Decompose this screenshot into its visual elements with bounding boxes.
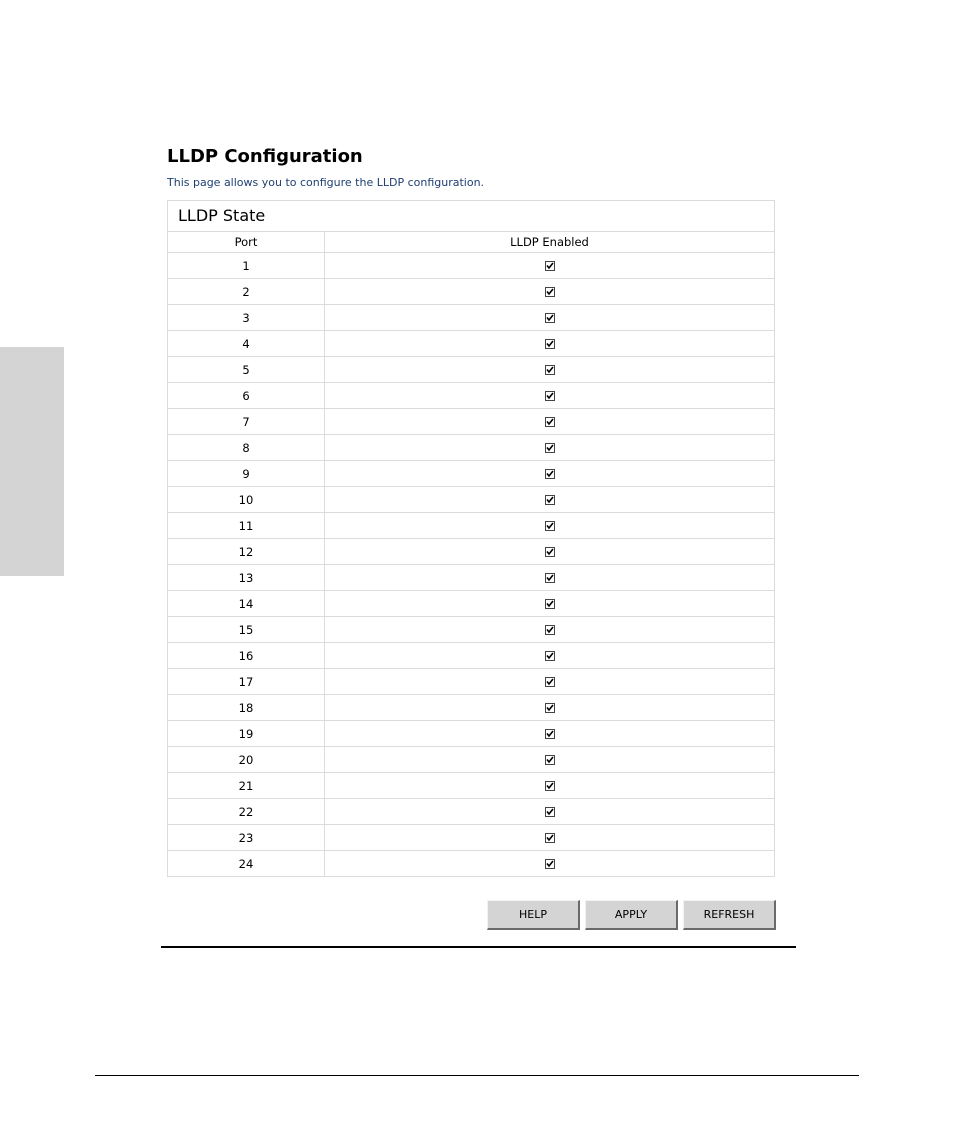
checkmark-icon — [546, 392, 554, 400]
table-row — [168, 331, 774, 357]
lldp-enabled-checkbox[interactable] — [545, 547, 555, 557]
table-row — [168, 409, 774, 435]
table-row — [168, 539, 774, 565]
lldp-enabled-checkbox[interactable] — [545, 625, 555, 635]
checkmark-icon — [546, 600, 554, 608]
checkmark-icon — [546, 288, 554, 296]
apply-button[interactable]: APPLY — [585, 900, 678, 930]
column-header-port: Port — [168, 232, 325, 253]
port-number: 13 — [168, 565, 325, 591]
lldp-enabled-cell — [325, 591, 775, 617]
lldp-enabled-checkbox[interactable] — [545, 599, 555, 609]
table-row — [168, 721, 774, 747]
port-number: 1 — [168, 253, 325, 279]
table-row — [168, 383, 774, 409]
port-number: 10 — [168, 487, 325, 513]
lldp-enabled-checkbox[interactable] — [545, 781, 555, 791]
lldp-enabled-checkbox[interactable] — [545, 521, 555, 531]
port-number: 19 — [168, 721, 325, 747]
lldp-enabled-checkbox[interactable] — [545, 261, 555, 271]
table-row — [168, 799, 774, 825]
lldp-enabled-cell — [325, 799, 775, 825]
lldp-enabled-cell — [325, 435, 775, 461]
lldp-enabled-checkbox[interactable] — [545, 651, 555, 661]
port-number: 3 — [168, 305, 325, 331]
checkmark-icon — [546, 704, 554, 712]
port-number: 4 — [168, 331, 325, 357]
port-number: 5 — [168, 357, 325, 383]
checkmark-icon — [546, 418, 554, 426]
table-row — [168, 305, 774, 331]
lldp-enabled-cell — [325, 695, 775, 721]
lldp-enabled-checkbox[interactable] — [545, 287, 555, 297]
lldp-enabled-cell — [325, 331, 775, 357]
lldp-enabled-checkbox[interactable] — [545, 469, 555, 479]
checkmark-icon — [546, 314, 554, 322]
port-number: 7 — [168, 409, 325, 435]
checkmark-icon — [546, 262, 554, 270]
table-row — [168, 747, 774, 773]
lldp-enabled-cell — [325, 279, 775, 305]
port-number: 12 — [168, 539, 325, 565]
port-number: 8 — [168, 435, 325, 461]
table-row — [168, 591, 774, 617]
lldp-enabled-cell — [325, 773, 775, 799]
checkmark-icon — [546, 496, 554, 504]
button-row — [487, 900, 776, 930]
lldp-enabled-cell — [325, 305, 775, 331]
section-divider — [161, 946, 796, 948]
table-row — [168, 461, 774, 487]
table-row — [168, 435, 774, 461]
lldp-enabled-cell — [325, 851, 775, 877]
port-number: 16 — [168, 643, 325, 669]
checkmark-icon — [546, 522, 554, 530]
lldp-enabled-cell — [325, 253, 775, 279]
lldp-port-table — [168, 232, 774, 876]
table-row — [168, 357, 774, 383]
checkmark-icon — [546, 574, 554, 582]
checkmark-icon — [546, 860, 554, 868]
lldp-enabled-checkbox[interactable] — [545, 573, 555, 583]
table-row — [168, 617, 774, 643]
panel-title: LLDP State — [168, 201, 774, 232]
port-number: 20 — [168, 747, 325, 773]
checkmark-icon — [546, 366, 554, 374]
checkmark-icon — [546, 470, 554, 478]
lldp-enabled-cell — [325, 617, 775, 643]
port-number: 15 — [168, 617, 325, 643]
checkmark-icon — [546, 834, 554, 842]
page-title: LLDP Configuration — [167, 146, 363, 167]
lldp-enabled-checkbox[interactable] — [545, 677, 555, 687]
lldp-enabled-checkbox[interactable] — [545, 495, 555, 505]
lldp-enabled-checkbox[interactable] — [545, 339, 555, 349]
table-row — [168, 253, 774, 279]
port-rows — [168, 253, 774, 877]
table-row — [168, 643, 774, 669]
table-row — [168, 695, 774, 721]
lldp-enabled-cell — [325, 383, 775, 409]
lldp-enabled-checkbox[interactable] — [545, 313, 555, 323]
lldp-state-panel — [167, 200, 775, 877]
table-row — [168, 825, 774, 851]
checkmark-icon — [546, 678, 554, 686]
lldp-enabled-checkbox[interactable] — [545, 443, 555, 453]
checkmark-icon — [546, 782, 554, 790]
side-tab — [0, 347, 64, 576]
checkmark-icon — [546, 444, 554, 452]
port-number: 24 — [168, 851, 325, 877]
refresh-button[interactable]: REFRESH — [683, 900, 776, 930]
lldp-enabled-checkbox[interactable] — [545, 859, 555, 869]
footer-divider — [95, 1075, 859, 1076]
lldp-enabled-checkbox[interactable] — [545, 365, 555, 375]
table-header-row — [168, 232, 774, 253]
checkmark-icon — [546, 340, 554, 348]
lldp-enabled-cell — [325, 825, 775, 851]
table-row — [168, 565, 774, 591]
table-row — [168, 279, 774, 305]
table-row — [168, 669, 774, 695]
lldp-enabled-checkbox[interactable] — [545, 391, 555, 401]
checkmark-icon — [546, 730, 554, 738]
help-button[interactable]: HELP — [487, 900, 580, 930]
lldp-enabled-cell — [325, 747, 775, 773]
table-row — [168, 773, 774, 799]
port-number: 14 — [168, 591, 325, 617]
lldp-enabled-cell — [325, 409, 775, 435]
port-number: 17 — [168, 669, 325, 695]
lldp-enabled-checkbox[interactable] — [545, 417, 555, 427]
lldp-enabled-cell — [325, 565, 775, 591]
checkmark-icon — [546, 652, 554, 660]
table-row — [168, 851, 774, 877]
lldp-enabled-checkbox[interactable] — [545, 729, 555, 739]
lldp-enabled-cell — [325, 487, 775, 513]
lldp-enabled-cell — [325, 513, 775, 539]
checkmark-icon — [546, 808, 554, 816]
port-number: 23 — [168, 825, 325, 851]
checkmark-icon — [546, 548, 554, 556]
lldp-enabled-checkbox[interactable] — [545, 807, 555, 817]
table-row — [168, 487, 774, 513]
port-number: 18 — [168, 695, 325, 721]
lldp-enabled-cell — [325, 461, 775, 487]
port-number: 22 — [168, 799, 325, 825]
lldp-enabled-checkbox[interactable] — [545, 833, 555, 843]
lldp-enabled-checkbox[interactable] — [545, 755, 555, 765]
port-number: 21 — [168, 773, 325, 799]
lldp-enabled-cell — [325, 357, 775, 383]
port-number: 11 — [168, 513, 325, 539]
lldp-enabled-cell — [325, 643, 775, 669]
checkmark-icon — [546, 626, 554, 634]
port-number: 6 — [168, 383, 325, 409]
column-header-lldp-enabled: LLDP Enabled — [510, 235, 589, 249]
lldp-enabled-checkbox[interactable] — [545, 703, 555, 713]
port-number: 9 — [168, 461, 325, 487]
lldp-enabled-cell — [325, 669, 775, 695]
lldp-enabled-cell — [325, 539, 775, 565]
lldp-enabled-cell — [325, 721, 775, 747]
page-description: This page allows you to configure the LLDP configuration. — [167, 176, 485, 189]
table-row — [168, 513, 774, 539]
port-number: 2 — [168, 279, 325, 305]
checkmark-icon — [546, 756, 554, 764]
